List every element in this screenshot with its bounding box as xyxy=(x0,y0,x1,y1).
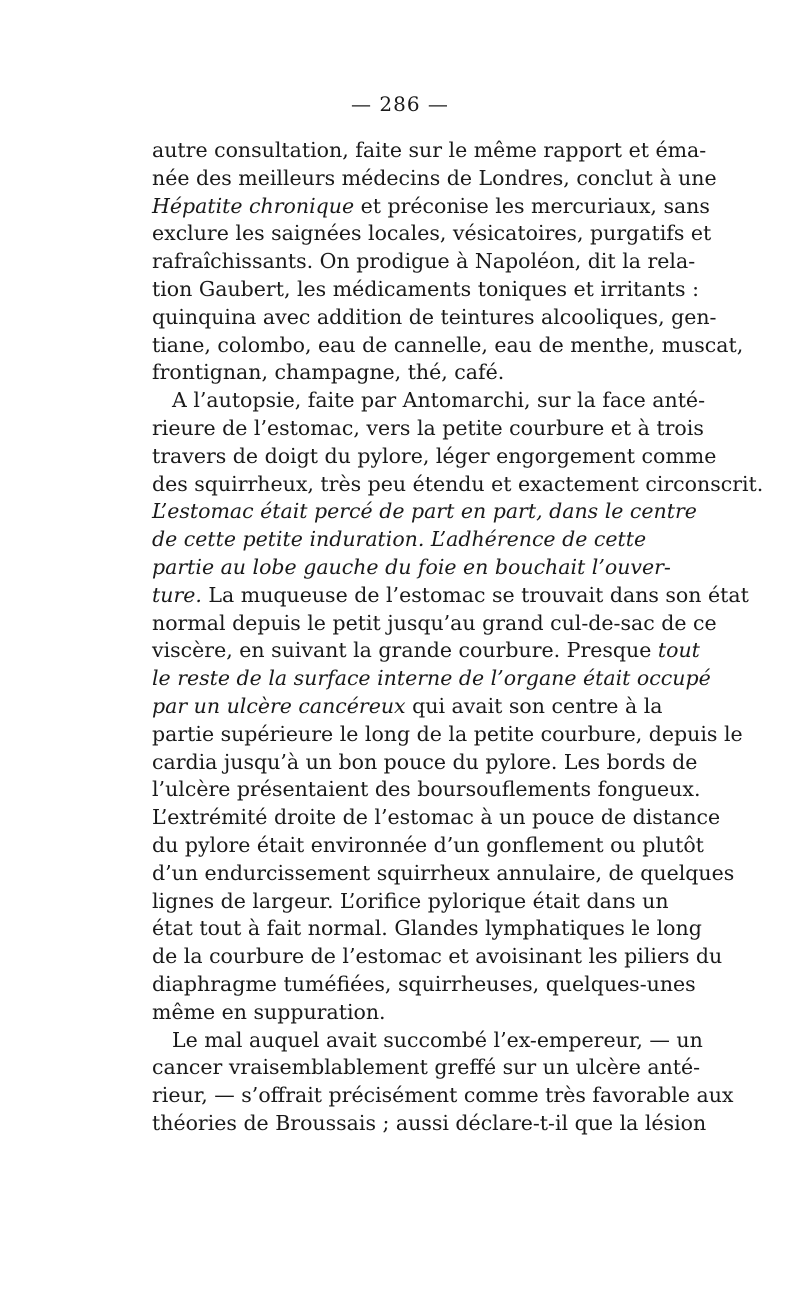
text-line xyxy=(152,387,705,415)
text-line xyxy=(152,610,717,638)
text-line xyxy=(152,1110,707,1138)
text-line xyxy=(152,443,717,471)
text-line xyxy=(152,332,744,360)
text-segment: quinquina avec addition de teintures alcooliques, gen- xyxy=(152,304,717,329)
italic-text: de cette petite induration. L’adhérence de cette xyxy=(152,527,647,552)
text-line xyxy=(152,526,646,554)
italic-text: L’estomac était percé de part en part, dans le centre xyxy=(152,499,697,524)
text-segment: tion Gaubert, les médicaments toniques et irritants : xyxy=(152,276,699,301)
text-line xyxy=(152,498,697,526)
body-text xyxy=(152,137,764,1138)
text-segment: diaphragme tuméfiées, squirrheuses, quelques-unes xyxy=(152,971,696,996)
text-line xyxy=(152,554,671,582)
text-segment: cancer vraisemblablement greffé sur un ulcère anté- xyxy=(152,1055,701,1080)
text-line xyxy=(152,582,749,610)
text-segment: viscère, en suivant la grande courbure. Presque xyxy=(152,638,658,663)
text-line xyxy=(152,248,696,276)
italic-text: par un ulcère cancéreux xyxy=(152,693,406,718)
text-line xyxy=(152,749,698,777)
text-line xyxy=(152,137,707,165)
text-line xyxy=(152,776,701,804)
text-line xyxy=(152,471,764,499)
text-segment: cardia jusqu’à un bon pouce du pylore. Les bords de xyxy=(152,749,698,774)
text-line xyxy=(152,832,704,860)
text-line xyxy=(152,860,735,888)
text-segment: état tout à fait normal. Glandes lymphatiques le long xyxy=(152,916,702,941)
text-line xyxy=(152,1054,701,1082)
text-segment: qui avait son centre à la xyxy=(405,693,663,718)
text-line xyxy=(152,721,743,749)
text-line xyxy=(152,943,723,971)
text-line xyxy=(152,999,646,1027)
text-line xyxy=(152,193,710,221)
page-number: — 286 — xyxy=(351,92,449,116)
text-segment: frontignan, champagne, thé, café. xyxy=(152,360,505,385)
text-line xyxy=(152,637,700,665)
text-line xyxy=(152,693,663,721)
text-segment: rieur, — s’offrait précisément comme très favorable aux xyxy=(152,1083,734,1108)
text-line xyxy=(152,1082,734,1110)
text-segment: Le mal auquel avait succombé l’ex-empereur, — un xyxy=(172,1027,703,1052)
text-segment: normal depuis le petit jusqu’au grand cul-de-sac de ce xyxy=(152,610,717,635)
text-line xyxy=(152,665,711,693)
italic-text: Hépatite chronique xyxy=(152,193,355,218)
text-line xyxy=(152,359,646,387)
text-line xyxy=(152,165,717,193)
text-segment: même en suppuration. xyxy=(152,999,386,1024)
text-segment: travers de doigt du pylore, léger engorgement comme xyxy=(152,443,717,468)
text-line xyxy=(152,276,699,304)
italic-text: tout xyxy=(657,638,700,663)
text-segment: du pylore était environnée d’un gonflement ou plutôt xyxy=(152,832,704,857)
text-line xyxy=(152,304,717,332)
text-line xyxy=(152,1027,703,1055)
text-segment: A l’autopsie, faite par Antomarchi, sur la face anté- xyxy=(172,388,705,413)
text-line xyxy=(152,220,712,248)
text-segment: lignes de largeur. L’orifice pylorique était dans un xyxy=(152,888,669,913)
text-line xyxy=(152,804,721,832)
italic-text: ture. xyxy=(152,582,202,607)
text-segment: d’un endurcissement squirrheux annulaire, de quelques xyxy=(152,860,735,885)
text-segment: née des meilleurs médecins de Londres, conclut à une xyxy=(152,165,717,190)
text-segment: et préconise les mercuriaux, sans xyxy=(354,193,710,218)
text-segment: des squirrheux, très peu étendu et exactement circonscrit. xyxy=(152,471,764,496)
text-segment: l’ulcère présentaient des boursouflements fongueux. xyxy=(152,777,701,802)
text-segment: La muqueuse de l’estomac se trouvait dans son état xyxy=(201,582,749,607)
text-line xyxy=(152,915,702,943)
text-segment: exclure les saignées locales, vésicatoires, purgatifs et xyxy=(152,221,712,246)
text-segment: L’extrémité droite de l’estomac à un pouce de distance xyxy=(152,805,721,830)
text-segment: de la courbure de l’estomac et avoisinant les piliers du xyxy=(152,944,723,969)
text-line xyxy=(152,971,696,999)
text-segment: théories de Broussais ; aussi déclare-t-il que la lésion xyxy=(152,1110,707,1135)
text-line xyxy=(152,415,704,443)
italic-text: le reste de la surface interne de l’organe était occupé xyxy=(152,666,711,691)
text-segment: rieure de l’estomac, vers la petite courbure et à trois xyxy=(152,415,704,440)
text-segment: partie supérieure le long de la petite courbure, depuis le xyxy=(152,721,743,746)
italic-text: partie au lobe gauche du foie en bouchait l’ouver- xyxy=(152,554,671,579)
text-segment: tiane, colombo, eau de cannelle, eau de menthe, muscat, xyxy=(152,332,744,357)
text-segment: autre consultation, faite sur le même rapport et éma- xyxy=(152,138,707,162)
text-segment: rafraîchissants. On prodigue à Napoléon, dit la rela- xyxy=(152,249,696,274)
text-line xyxy=(152,888,669,916)
